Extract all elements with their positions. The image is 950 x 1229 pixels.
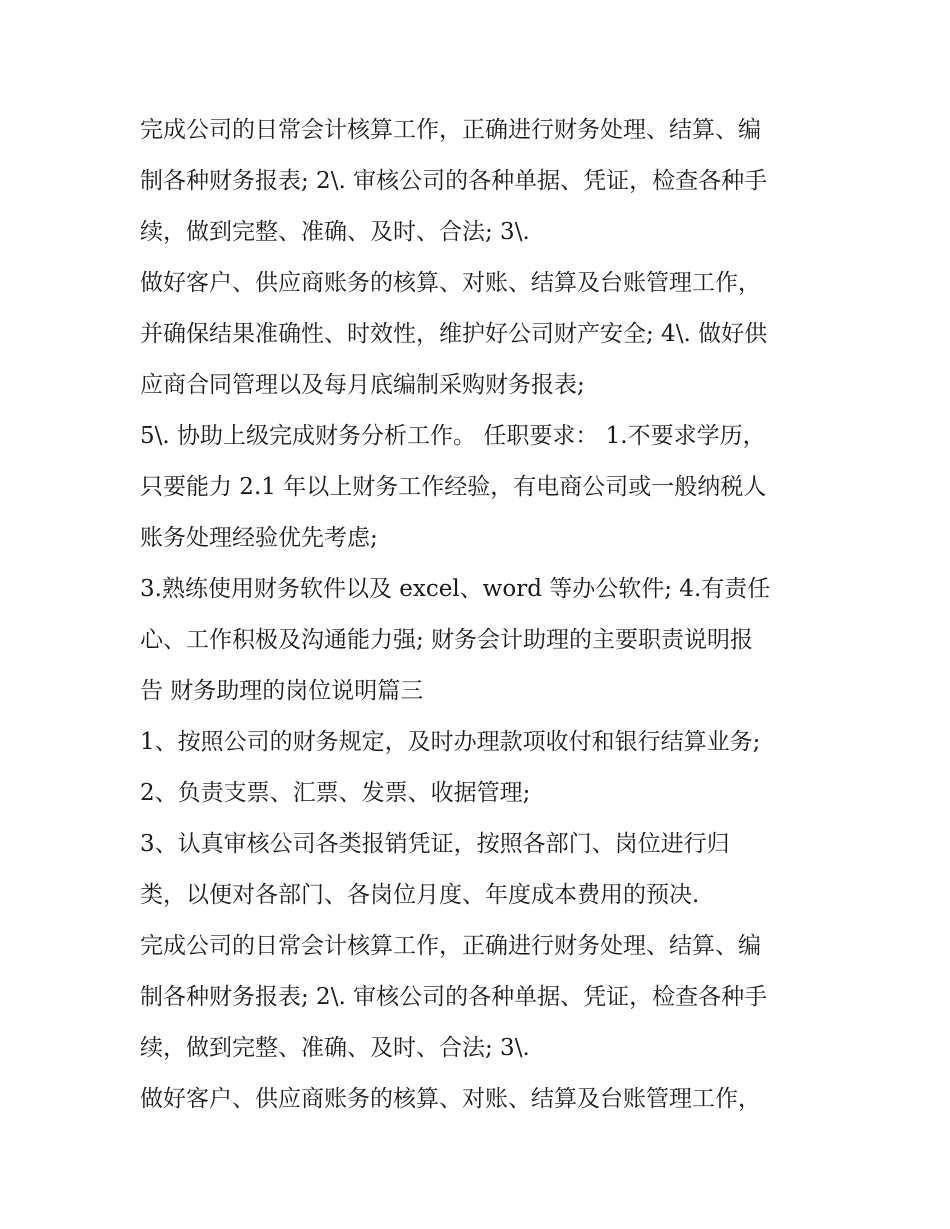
text-line: 制各种财务报表; 2\. 审核公司的各种单据、凭证，检查各种手 — [140, 984, 768, 1010]
text-line: 完成公司的日常会计核算工作，正确进行财务处理、结算、编 — [140, 117, 761, 143]
text-line: 2、负责支票、汇票、发票、收据管理; — [140, 780, 531, 806]
text-line: 告 财务助理的岗位说明篇三 — [140, 678, 424, 704]
text-line: 制各种财务报表; 2\. 审核公司的各种单据、凭证，检查各种手 — [140, 168, 768, 194]
text-line: 只要能力 2.1 年以上财务工作经验，有电商公司或一般纳税人 — [140, 474, 767, 500]
text-line: 续，做到完整、准确、及时、合法; 3\. — [140, 1035, 530, 1061]
text-line: 5\. 协助上级完成财务分析工作。 任职要求： 1.不要求学历， — [140, 423, 766, 449]
document-body — [140, 107, 830, 1127]
text-line: 做好客户、供应商账务的核算、对账、结算及台账管理工作， — [140, 270, 761, 296]
text-line: 应商合同管理以及每月底编制采购财务报表; — [140, 372, 585, 398]
text-line: 做好客户、供应商账务的核算、对账、结算及台账管理工作， — [140, 1086, 761, 1112]
text-line: 账务处理经验优先考虑; — [140, 525, 378, 551]
text-line: 完成公司的日常会计核算工作，正确进行财务处理、结算、编 — [140, 933, 761, 959]
text-line: 心、工作积极及沟通能力强; 财务会计助理的主要职责说明报 — [140, 627, 754, 653]
text-line: 类，以便对各部门、各岗位月度、年度成本费用的预决. — [140, 882, 700, 908]
text-line: 3、认真审核公司各类报销凭证，按照各部门、岗位进行归 — [140, 831, 730, 857]
text-line: 3.熟练使用财务软件以及 excel、word 等办公软件; 4.有责任 — [140, 576, 771, 602]
text-line: 并确保结果准确性、时效性，维护好公司财产安全; 4\. 做好供 — [140, 321, 768, 347]
text-line: 续，做到完整、准确、及时、合法; 3\. — [140, 219, 530, 245]
text-line: 1、按照公司的财务规定，及时办理款项收付和银行结算业务; — [140, 729, 761, 755]
